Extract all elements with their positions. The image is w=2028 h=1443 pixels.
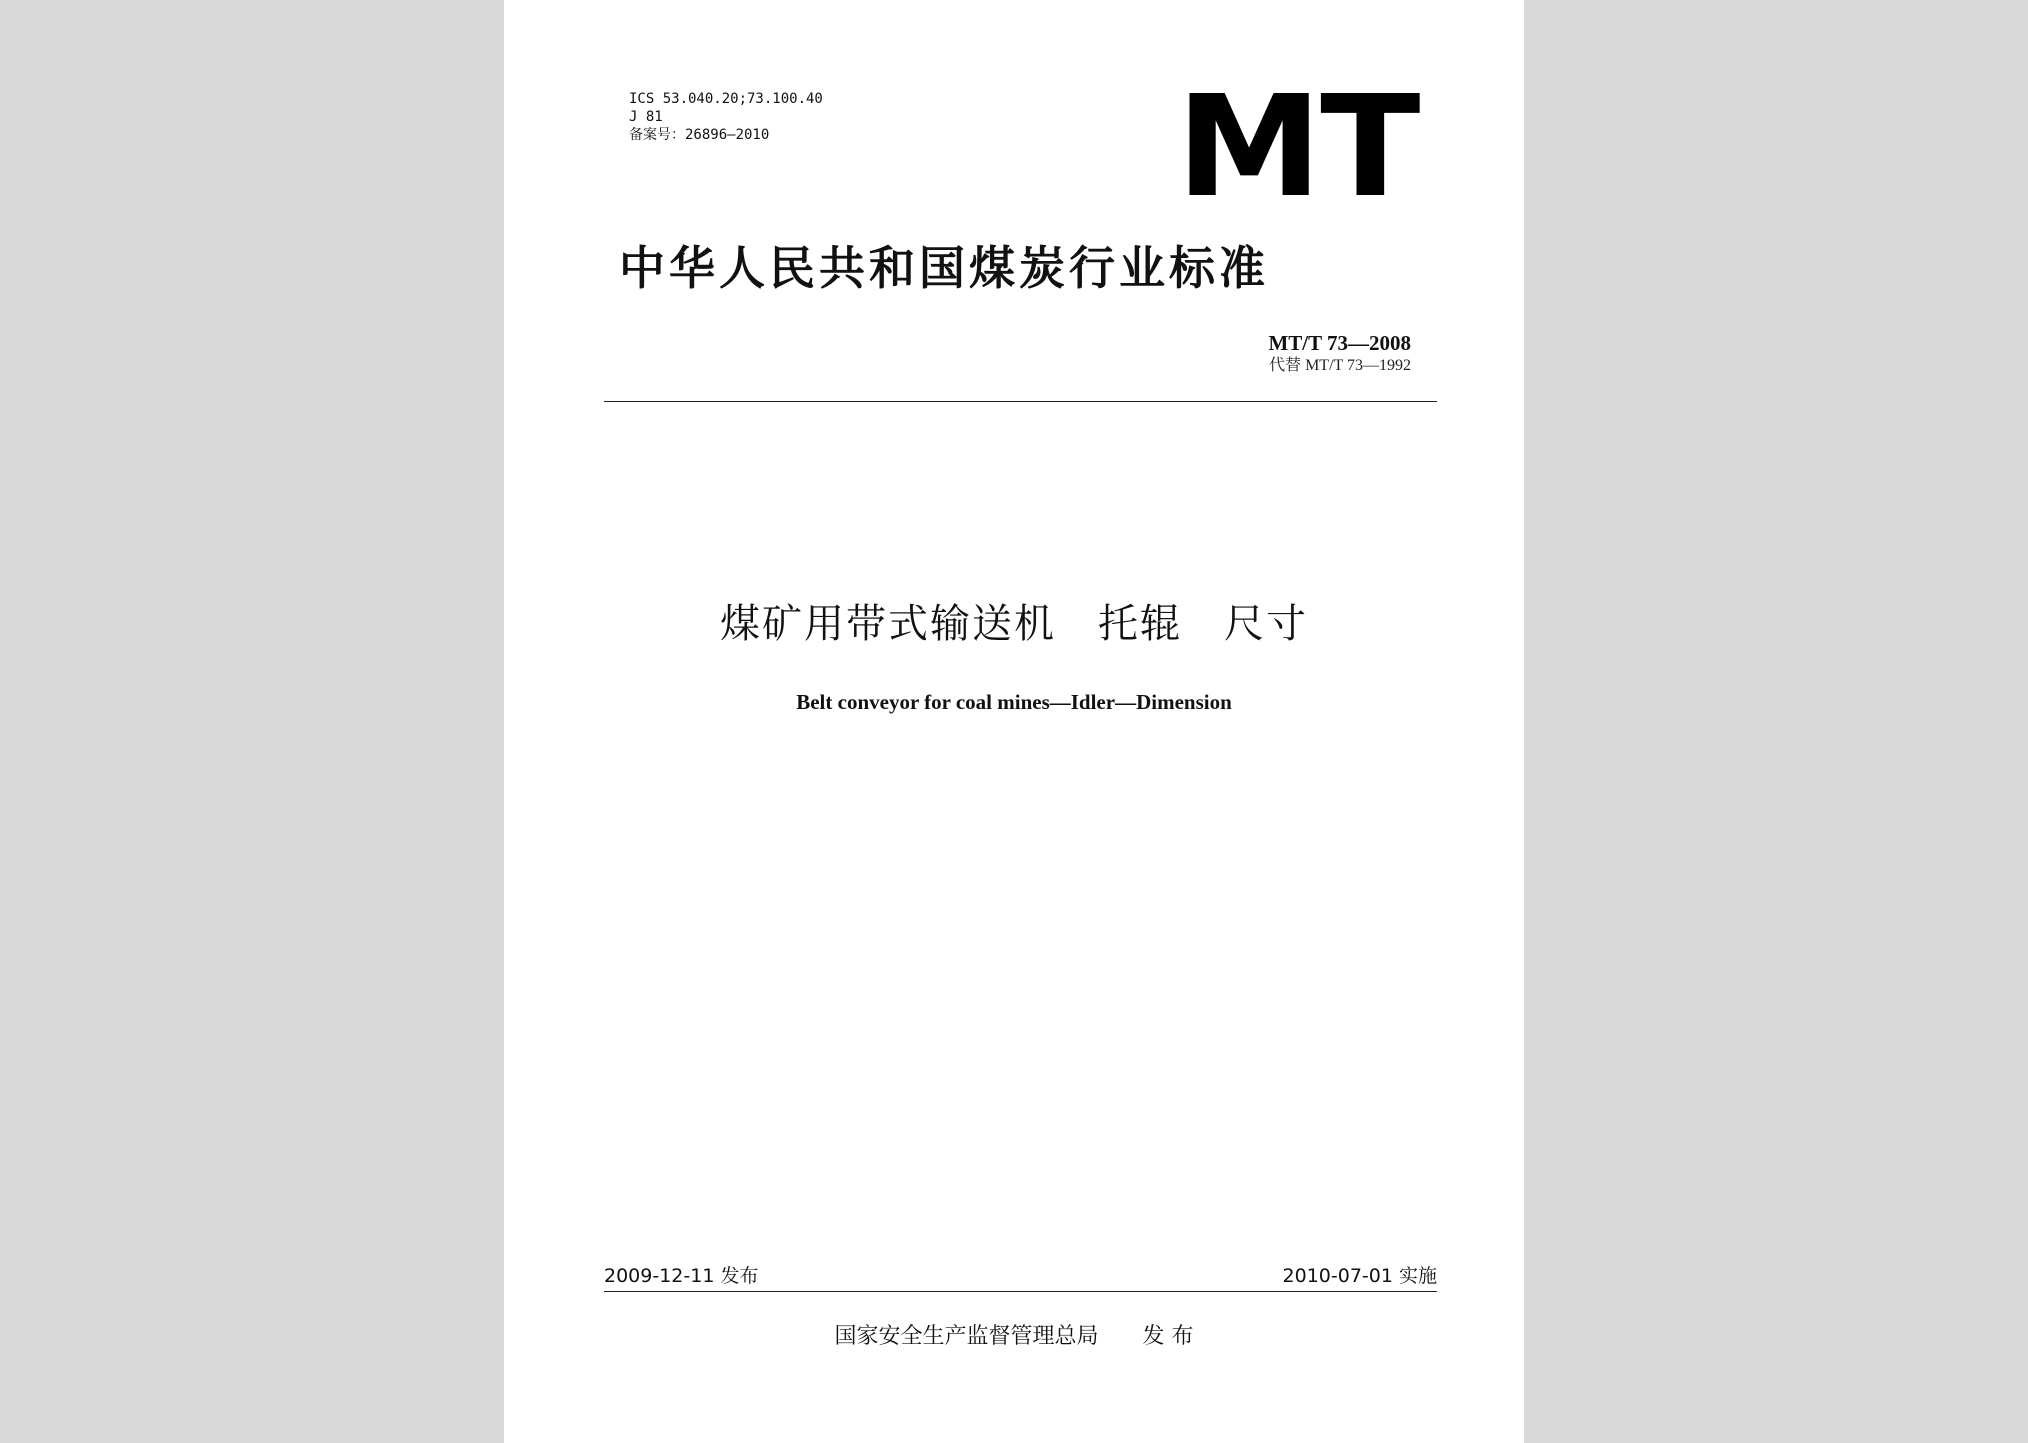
top-divider xyxy=(604,401,1437,402)
document-subtitle-english: Belt conveyor for coal mines—Idler—Dimension xyxy=(796,690,1232,714)
publish-date: 2009-12-11 发布 xyxy=(604,1265,759,1287)
filing-number: 备案号：26896—2010 xyxy=(629,127,770,143)
standard-code: MT/T 73—2008 xyxy=(1268,331,1411,355)
bottom-divider xyxy=(604,1291,1437,1292)
ics-number: ICS 53.040.20;73.100.40 xyxy=(629,91,823,107)
classification-code: J 81 xyxy=(629,109,663,125)
issuer-line xyxy=(504,1322,1524,1352)
replaces-standard: 代替 MT/T 73—1992 xyxy=(1269,357,1411,374)
standard-code-block xyxy=(1268,330,1411,376)
document-title: 煤矿用带式输送机 托辊 尺寸 xyxy=(720,601,1308,647)
issuer-action: 发 布 xyxy=(1142,1324,1194,1349)
document-page xyxy=(504,0,1524,1443)
issuer-name: 国家安全生产监督管理总局 xyxy=(834,1324,1099,1349)
mt-logo: MT xyxy=(1176,66,1419,229)
standard-category-title: 中华人民共和国煤炭行业标准 xyxy=(619,241,1269,295)
date-row xyxy=(604,1262,1437,1290)
standard-metadata xyxy=(629,90,823,144)
effective-date: 2010-07-01 实施 xyxy=(1282,1265,1437,1287)
